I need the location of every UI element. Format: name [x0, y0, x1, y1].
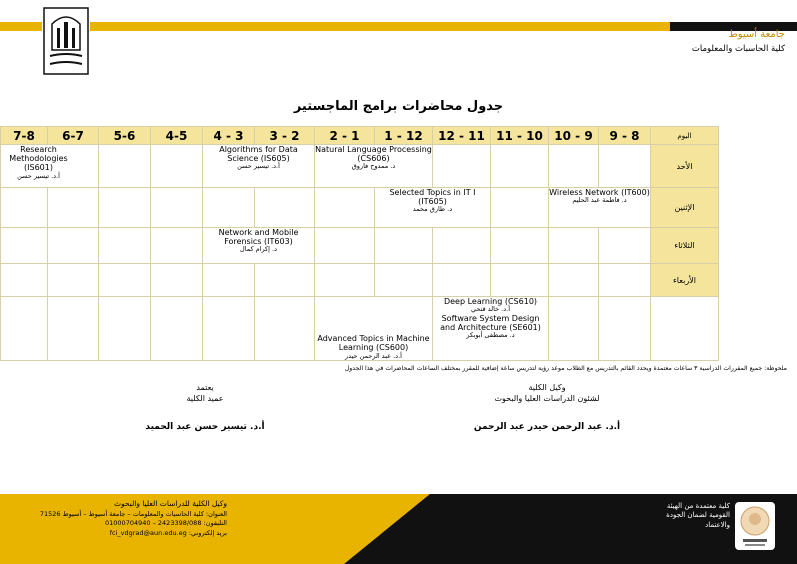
- course-instructor: د. طارق محمد: [412, 205, 453, 214]
- empty-cell: [151, 145, 203, 188]
- empty-cell: [433, 264, 491, 297]
- empty-cell: [99, 228, 151, 264]
- empty-cell: [1, 297, 48, 361]
- signature-role-detail: عميد الكلية: [186, 393, 224, 403]
- time-slot-header: 1 - 12: [375, 127, 433, 145]
- empty-cell: [48, 188, 99, 228]
- time-slot-header: 4-5: [151, 127, 203, 145]
- time-slot-header: 6-7: [48, 127, 99, 145]
- empty-cell: [48, 297, 99, 361]
- accreditation-text: كلية معتمدة من الهيئة القومية لضمان الجودة والاعتماد: [666, 502, 730, 529]
- time-slot-header: 7-8: [1, 127, 48, 145]
- course-title: Algorithms for Data Science (IS605): [219, 145, 298, 164]
- faculty-seal-icon: [735, 502, 775, 550]
- empty-cell: [549, 297, 599, 361]
- empty-cell: [151, 188, 203, 228]
- day-column-header: اليوم: [651, 127, 719, 145]
- course-title: Network and Mobile Forensics (IT603): [218, 228, 299, 247]
- empty-cell: [1, 188, 48, 228]
- time-slot-header: 12 - 11: [433, 127, 491, 145]
- top-bar: [0, 22, 797, 31]
- course-instructor: أ.د. خالد فتحي: [470, 305, 511, 314]
- empty-cell: [315, 228, 375, 264]
- accreditation-seal: [735, 502, 775, 550]
- empty-cell: [151, 297, 203, 361]
- course-cell: [315, 145, 433, 188]
- empty-cell: [99, 264, 151, 297]
- empty-cell: [151, 264, 203, 297]
- signature-name: أ.د. عبد الرحمن حيدر عبد الرحمن: [473, 421, 621, 432]
- contact-title: وكيل الكلية للدراسات العليا والبحوث: [113, 499, 227, 508]
- course-instructor: د. فاطمة عبد الحليم: [572, 196, 627, 205]
- day-row-tuesday: [1, 228, 719, 264]
- schedule-note: ملحوظة: جميع المقررات الدراسية ٣ ساعات معتمدة ويحدد القائم بالتدريس مع الطلاب موعد رؤية لتدريس ساعة إضافية للمقرر بمختلف الساعات المحاضرات في هذا الجدول: [344, 365, 787, 372]
- time-slot-header: 10 - 9: [549, 127, 599, 145]
- empty-cell: [1, 228, 48, 264]
- course-title: Natural Language Processing (CS606): [315, 145, 432, 164]
- empty-cell: [203, 297, 255, 361]
- empty-cell: [433, 145, 491, 188]
- day-row-sunday: [1, 145, 719, 188]
- empty-cell: [491, 188, 549, 228]
- course-cell: [549, 188, 651, 228]
- university-logo-icon: [42, 6, 90, 76]
- empty-cell: [315, 188, 375, 228]
- empty-cell: [48, 264, 99, 297]
- time-slot-header: 9 - 8: [599, 127, 651, 145]
- header-row: [1, 127, 719, 145]
- empty-cell: [99, 145, 151, 188]
- course-cell: [375, 188, 491, 228]
- course-instructor: د. ممدوح فاروق: [351, 162, 396, 171]
- university-name: جامعة أسيوط: [728, 29, 785, 40]
- time-slot-header: 11 - 10: [491, 127, 549, 145]
- signature-vice-dean: [447, 383, 647, 433]
- signature-role: يعتمد: [196, 383, 214, 392]
- empty-cell: [375, 264, 433, 297]
- signature-name: أ.د. تيسير حسن عبد الحميد: [145, 421, 265, 432]
- contact-address: العنوان: كلية الحاسبات والمعلومات – جامعة أسيوط – أسيوط 71526: [39, 509, 227, 518]
- time-slot-header: 5-6: [99, 127, 151, 145]
- empty-cell: [433, 228, 491, 264]
- empty-cell: [549, 264, 599, 297]
- day-row-wednesday: [1, 264, 719, 297]
- course-title: Research Methodologies (IS601): [9, 145, 68, 173]
- empty-cell: [315, 264, 375, 297]
- course-title: Deep Learning (CS610): [443, 297, 538, 306]
- empty-cell: [255, 297, 315, 361]
- course-title: Wireless Network (IT600): [549, 188, 650, 197]
- empty-cell: [491, 228, 549, 264]
- empty-cell: [549, 228, 599, 264]
- course-instructor: د. مصطفى أبوبكر: [466, 331, 515, 340]
- empty-cell: [203, 188, 255, 228]
- course-title: Selected Topics in IT I (IT605): [389, 188, 476, 207]
- time-slot-header: 3 - 2: [255, 127, 315, 145]
- time-slot-header: 4 - 3: [203, 127, 255, 145]
- page-title: جدول محاضرات برامج الماجستير: [293, 99, 504, 114]
- empty-cell: [599, 145, 651, 188]
- signature-role-detail: لشئون الدراسات العليا والبحوث: [494, 393, 600, 403]
- course-instructor: أ.د. تيسير حسن: [17, 171, 60, 180]
- empty-cell: [255, 188, 315, 228]
- empty-cell: [599, 264, 651, 297]
- day-row-monday: [1, 188, 719, 228]
- signature-dean: [110, 383, 300, 433]
- empty-cell: [491, 264, 549, 297]
- course-cell: [1, 145, 99, 188]
- schedule-table: [0, 126, 719, 361]
- course-cell: [203, 228, 315, 264]
- empty-cell: [203, 264, 255, 297]
- university-logo: [42, 6, 90, 76]
- course-instructor: أ.د. تيسير حسن: [237, 162, 280, 171]
- time-slot-header: 2 - 1: [315, 127, 375, 145]
- course-instructor: د. إكرام كمال: [240, 245, 277, 254]
- empty-cell: [549, 145, 599, 188]
- signature-role: وكيل الكلية: [528, 383, 566, 392]
- empty-cell: [99, 188, 151, 228]
- empty-cell: [599, 297, 651, 361]
- course-cell: [315, 297, 433, 361]
- course-cell: [433, 297, 549, 361]
- empty-cell: [1, 264, 48, 297]
- day-label: الثلاثاء: [651, 228, 719, 264]
- contact-email[interactable]: بريد إلكتروني: fci_vdgrad@aun.edu.eg: [109, 528, 227, 537]
- course-title: Software System Design and Architecture (SE601): [440, 313, 541, 332]
- empty-cell: [255, 264, 315, 297]
- empty-cell: [651, 297, 719, 361]
- day-label: الأحد: [651, 145, 719, 188]
- course-instructor: أ.د. عبد الرحمن حيدر: [345, 351, 402, 360]
- empty-cell: [491, 145, 549, 188]
- day-label: الإثنين: [651, 188, 719, 228]
- empty-cell: [48, 228, 99, 264]
- empty-cell: [151, 228, 203, 264]
- contact-phone: التليفون: 2423398/088 – 01000704940: [105, 519, 227, 528]
- day-row-thursday: [1, 297, 719, 361]
- day-label: الأربعاء: [651, 264, 719, 297]
- course-title: Advanced Topics in Machine Learning (CS600): [317, 334, 430, 353]
- empty-cell: [99, 297, 151, 361]
- top-bar-gold-stripe: [0, 22, 670, 31]
- faculty-name: كلية الحاسبات والمعلومات: [691, 44, 785, 54]
- footer-contact: [22, 499, 227, 538]
- empty-cell: [599, 228, 651, 264]
- course-cell: [203, 145, 315, 188]
- empty-cell: [375, 228, 433, 264]
